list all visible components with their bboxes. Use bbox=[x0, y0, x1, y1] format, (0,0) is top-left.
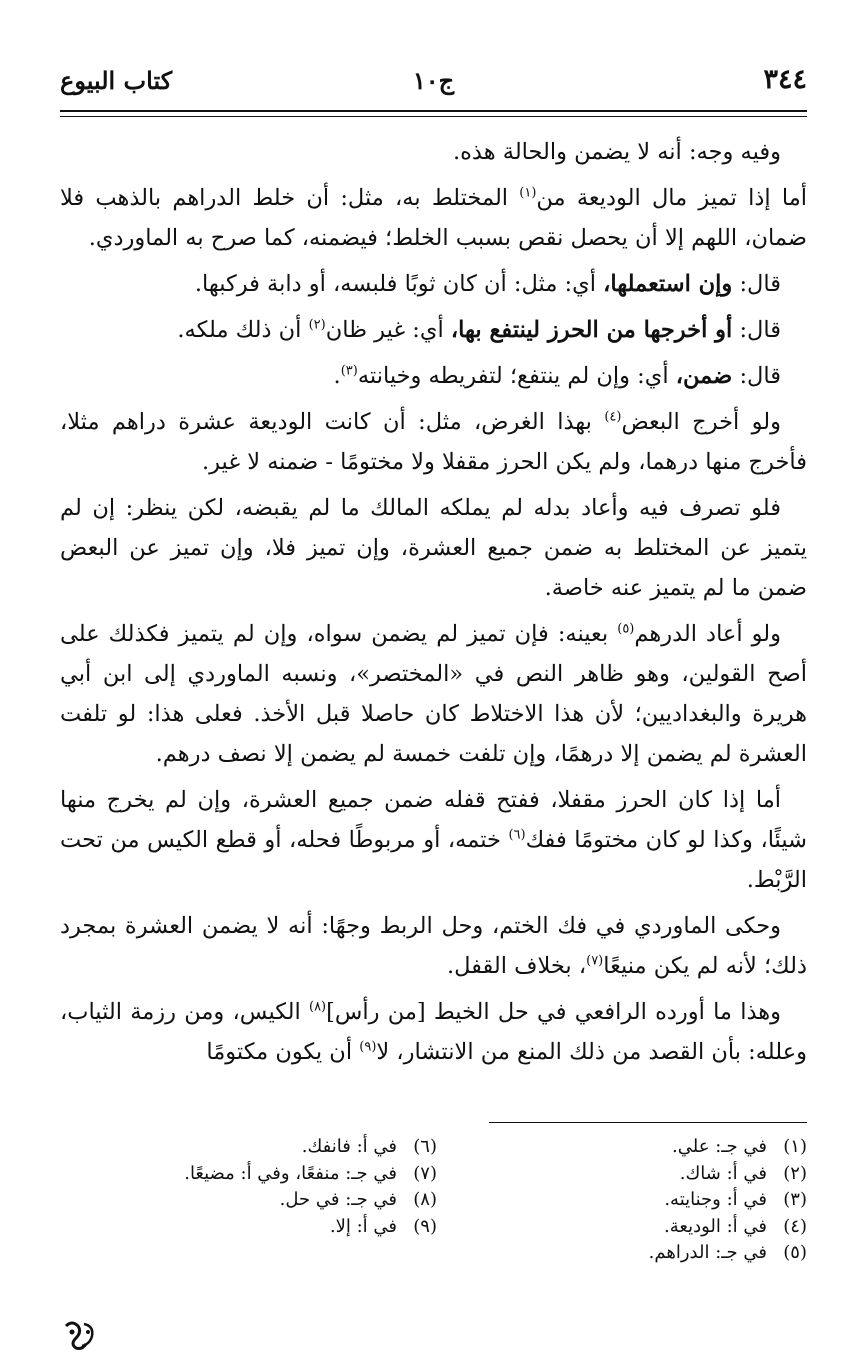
footnote-marker: (٩) bbox=[359, 1039, 377, 1055]
footnote-item bbox=[184, 1161, 437, 1188]
bold-text: وإن استعملها، bbox=[603, 271, 733, 297]
text-segment: أن ذلك ملكه. bbox=[177, 317, 309, 343]
footnote-text: في أ: شاك. bbox=[679, 1162, 767, 1184]
page-number: ٣٤٤ bbox=[763, 64, 807, 95]
main-text bbox=[60, 132, 807, 1078]
text-segment: الكيس، ومن رزمة الثياب، وعلله: بأن القصد من ذلك المنع من الانتشار، لا bbox=[60, 999, 807, 1065]
text-segment: المختلط به، مثل: أن خلط الدراهم بالذهب فلا ضمان، اللهم إلا أن يحصل نقص بسبب الخلط؛ فيضمنه، كما صرح به الماوردي. bbox=[60, 185, 807, 251]
footnote-rule bbox=[489, 1122, 807, 1123]
paragraph bbox=[60, 310, 807, 350]
bold-text: ضمن، bbox=[675, 363, 733, 389]
footnote-marker: (٤) bbox=[604, 409, 622, 425]
paragraph bbox=[60, 488, 807, 608]
footnote-number: (٤) bbox=[783, 1215, 807, 1237]
footnote-marker: (٣) bbox=[340, 363, 358, 379]
paragraph bbox=[60, 356, 807, 396]
footnote-number: (٩) bbox=[413, 1215, 437, 1237]
text-segment: . bbox=[333, 363, 341, 389]
text-segment: أي: مثل: أن كان ثوبًا فلبسه، أو دابة فركبها. bbox=[194, 271, 604, 297]
footnote-item bbox=[649, 1214, 807, 1241]
footnote-marker: (٧) bbox=[586, 953, 604, 969]
volume-label: ج١٠ bbox=[412, 66, 455, 95]
footnote-text: في أ: إلا. bbox=[329, 1215, 397, 1237]
footnote-item bbox=[649, 1240, 807, 1267]
footnote-marker: (٦) bbox=[508, 827, 526, 843]
footnote-marker: (٢) bbox=[308, 317, 326, 333]
footnote-text: في أ: الوديعة. bbox=[664, 1215, 767, 1237]
text-segment: أما إذا كان الحرز مقفلا، ففتح قفله ضمن جميع العشرة، وإن لم يخرج منها شيئًا، وكذا لو كان مختومًا ففك bbox=[60, 787, 807, 853]
footnote-text: في جـ: منفعًا، وفي أ: مضيعًا. bbox=[184, 1162, 397, 1184]
header-rule-thin bbox=[60, 116, 807, 117]
paragraph bbox=[60, 780, 807, 900]
footnote-item bbox=[184, 1214, 437, 1241]
printer-ornament-icon bbox=[62, 1318, 98, 1352]
text-segment: وحكى الماوردي في فك الختم، وحل الربط وجهًا: أنه لا يضمن العشرة بمجرد ذلك؛ لأنه لم يكن منيعًا bbox=[60, 913, 807, 979]
footnotes-column-left bbox=[184, 1134, 437, 1240]
footnote-item bbox=[649, 1161, 807, 1188]
paragraph bbox=[60, 178, 807, 258]
paragraph bbox=[60, 264, 807, 304]
footnote-text: في جـ: في حل. bbox=[279, 1189, 397, 1210]
text-segment: قال: bbox=[732, 363, 781, 389]
text-segment: بعينه: فإن تميز لم يضمن سواه، وإن لم يتميز فكذلك على أصح القولين، وهو ظاهر النص في «المختصر»، ونسبه الماوردي إلى ابن أبي هريرة والبغداديين؛ لأن هذا الاختلاط كان حاصلا قبل الأخذ. فعلى هذا: لو تلفت العشرة لم يضمن إلا درهمًا، وإن تلفت خمسة لم يضمن إلا نصف درهم. bbox=[60, 621, 807, 767]
bold-text: أو أخرجها من الحرز لينتفع بها، bbox=[450, 317, 733, 343]
text-segment: ختمه، أو مربوطًا فحله، أو قطع الكيس من تحت الرَّبْط. bbox=[60, 827, 807, 893]
text-segment: فلو تصرف فيه وأعاد بدله لم يملكه المالك ما لم يقبضه، لكن ينظر: إن لم يتميز عن المختلط به ضمن جميع العشرة، وإن تميز فلا، وإن تميز عن البعض ضمن ما لم يتميز عنه خاصة. bbox=[60, 495, 807, 601]
footnotes-column-right bbox=[649, 1134, 807, 1267]
text-segment: وفيه وجه: أنه لا يضمن والحالة هذه. bbox=[452, 139, 781, 165]
footnote-item bbox=[184, 1134, 437, 1161]
footnote-text: في أ: فانفك. bbox=[301, 1136, 397, 1157]
header-rule bbox=[60, 110, 807, 112]
text-segment: ، بخلاف القفل. bbox=[446, 953, 587, 979]
paragraph bbox=[60, 614, 807, 774]
footnote-item bbox=[649, 1134, 807, 1161]
footnote-number: (٥) bbox=[783, 1242, 807, 1263]
footnote-number: (١) bbox=[783, 1136, 807, 1157]
book-title: كتاب البيوع bbox=[60, 66, 173, 95]
footnote-text: في جـ: علي. bbox=[672, 1136, 767, 1157]
text-segment: أي: غير ظان bbox=[325, 317, 451, 343]
footnote-text: في أ: وجنايته. bbox=[664, 1189, 767, 1210]
footnote-marker: (١) bbox=[519, 185, 537, 201]
text-segment: أما إذا تميز مال الوديعة من bbox=[536, 185, 808, 211]
footnote-number: (٧) bbox=[413, 1162, 437, 1184]
paragraph bbox=[60, 132, 807, 172]
text-segment: قال: bbox=[732, 317, 781, 343]
footnote-text: في جـ: الدراهم. bbox=[648, 1242, 767, 1263]
text-segment: وهذا ما أورده الرافعي في حل الخيط [من رأس] bbox=[326, 999, 781, 1025]
text-segment: بهذا الغرض، مثل: أن كانت الوديعة عشرة دراهم مثلا، فأخرج منها درهما، ولم يكن الحرز مقفلا ولا مختومًا - ضمنه لا غير. bbox=[60, 409, 807, 475]
paragraph bbox=[60, 906, 807, 986]
footnote-item bbox=[184, 1187, 437, 1214]
text-segment: أن يكون مكتومًا bbox=[206, 1039, 360, 1065]
paragraph bbox=[60, 992, 807, 1072]
footnote-item bbox=[649, 1187, 807, 1214]
footnote-marker: (٥) bbox=[617, 621, 635, 637]
text-segment: أي: وإن لم ينتفع؛ لتفريطه وخيانته bbox=[357, 363, 676, 389]
text-segment: ولو أخرج البعض bbox=[621, 409, 782, 435]
footnote-number: (٦) bbox=[413, 1136, 437, 1157]
footnote-marker: (٨) bbox=[308, 999, 327, 1015]
text-segment: ولو أعاد الدرهم bbox=[634, 621, 782, 647]
footnote-number: (٢) bbox=[783, 1162, 807, 1184]
text-segment: قال: bbox=[732, 271, 781, 297]
footnote-number: (٨) bbox=[413, 1189, 437, 1210]
page-header bbox=[60, 64, 807, 106]
paragraph bbox=[60, 402, 807, 482]
footnote-number: (٣) bbox=[783, 1189, 807, 1210]
